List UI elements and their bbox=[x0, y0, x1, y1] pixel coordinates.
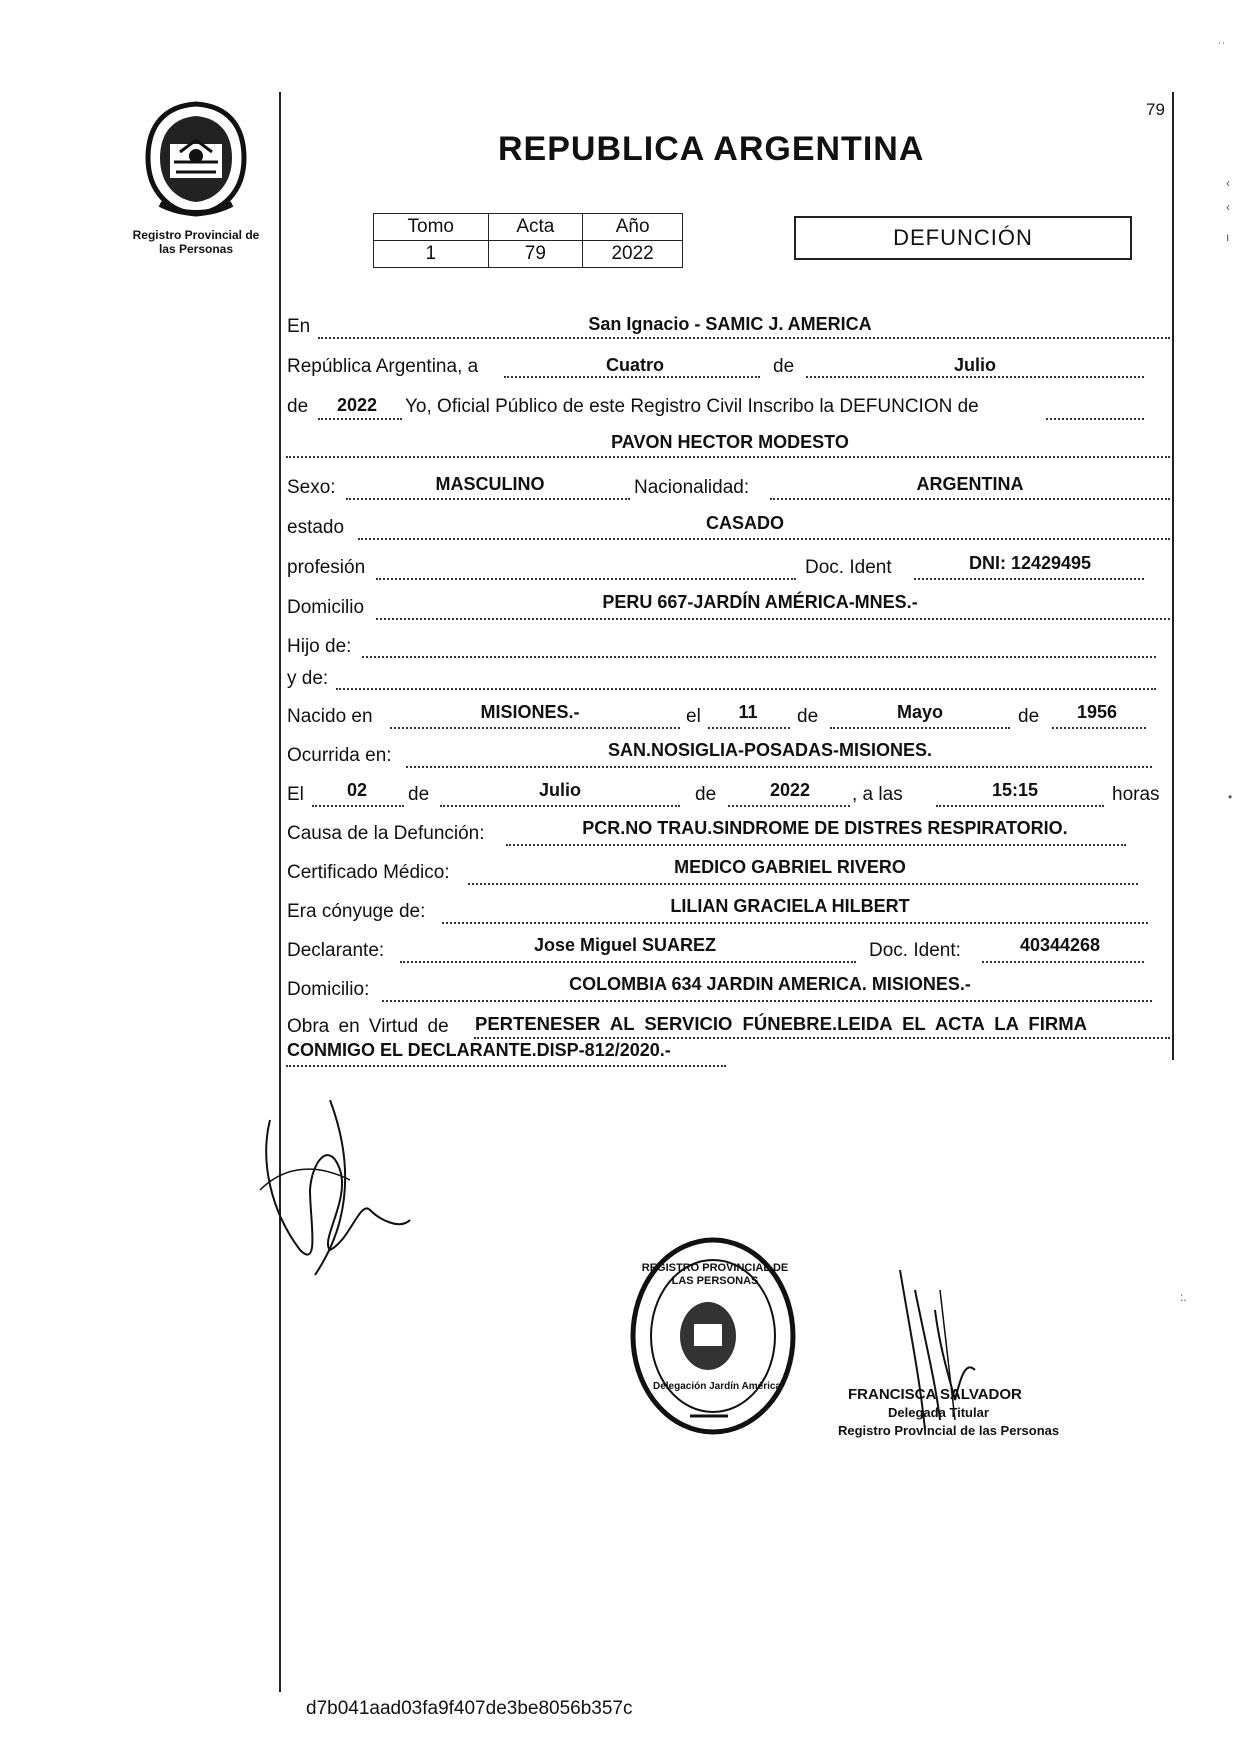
birth-year-value: 1956 bbox=[1076, 702, 1118, 722]
dotted-line bbox=[708, 727, 790, 729]
spouse-value: LILIAN GRACIELA HILBERT bbox=[670, 896, 910, 916]
sex-label: Sexo: bbox=[287, 477, 336, 498]
by-virtue-value-line2: CONMIGO EL DECLARANTE.DISP-812/2020.- bbox=[287, 1040, 671, 1060]
dotted-line bbox=[474, 1037, 1170, 1039]
hours-label: horas bbox=[1112, 784, 1160, 805]
address-value: PERU 667-JARDÍN AMÉRICA-MNES.- bbox=[602, 592, 918, 612]
ref-value-acta: 79 bbox=[488, 241, 583, 268]
at-label: , a las bbox=[852, 784, 903, 805]
dotted-line bbox=[400, 961, 856, 963]
ref-header-acta: Acta bbox=[488, 214, 583, 241]
scan-mark: ‹ bbox=[1226, 200, 1230, 214]
scan-mark: • bbox=[1228, 790, 1233, 804]
reference-table bbox=[373, 213, 683, 268]
de-label: de bbox=[773, 356, 795, 377]
declarant-doc-value: 40344268 bbox=[1019, 935, 1101, 955]
certificate-value: MEDICO GABRIEL RIVERO bbox=[674, 857, 906, 877]
de3-label: de bbox=[797, 706, 819, 727]
el-label: el bbox=[686, 706, 701, 727]
dotted-line bbox=[728, 805, 850, 807]
day-text-value: Cuatro bbox=[606, 355, 664, 375]
marital-status-label: estado bbox=[287, 517, 345, 538]
act-type-box: DEFUNCIÓN bbox=[794, 216, 1132, 260]
place-value: San Ignacio - SAMIC J. AMERICA bbox=[588, 314, 872, 334]
en-label: En bbox=[287, 316, 311, 337]
cause-label: Causa de la Defunción: bbox=[287, 823, 485, 844]
de5-label: de bbox=[408, 784, 430, 805]
sex-value: MASCULINO bbox=[435, 474, 545, 494]
cause-value: PCR.NO TRAU.SINDROME DE DISTRES RESPIRATORIO. bbox=[582, 818, 1068, 838]
address-label: Domicilio bbox=[287, 597, 365, 618]
doc-ident-label: Doc. Ident bbox=[805, 557, 892, 578]
page-number: 79 bbox=[1146, 100, 1165, 119]
dotted-line bbox=[336, 688, 1156, 690]
nationality-value: ARGENTINA bbox=[916, 474, 1024, 494]
dotted-line bbox=[504, 376, 760, 378]
declarant-value: Jose Miguel SUAREZ bbox=[533, 935, 717, 955]
dotted-line bbox=[982, 961, 1144, 963]
dotted-line bbox=[806, 376, 1144, 378]
occurred-in-label: Ocurrida en: bbox=[287, 745, 392, 766]
right-margin-line bbox=[1172, 92, 1174, 1060]
dotted-line bbox=[318, 337, 1170, 339]
scan-mark: ˙˙ bbox=[1218, 40, 1226, 54]
doc-ident2-label: Doc. Ident: bbox=[869, 940, 961, 961]
child-of-label: Hijo de: bbox=[287, 636, 352, 657]
seal-outer-text: REGISTRO PROVINCIAL DE LAS PERSONAS bbox=[641, 1262, 789, 1287]
scan-mark: ‹ bbox=[1226, 176, 1230, 190]
el2-label: El bbox=[287, 784, 304, 805]
seal-inner-text: Delegación Jardín América bbox=[652, 1381, 781, 1392]
reference-table-header-row bbox=[374, 214, 683, 241]
doc-ident-value: DNI: 12429495 bbox=[968, 553, 1092, 573]
signatory-role: Delegada Titular bbox=[888, 1405, 989, 1420]
death-month-value: Julio bbox=[538, 780, 581, 800]
deceased-name-value: PAVON HECTOR MODESTO bbox=[611, 432, 849, 452]
declarant-signature bbox=[250, 1100, 420, 1280]
signatory-block bbox=[838, 1386, 1078, 1440]
officer-statement: Yo, Oficial Público de este Registro Civil Inscribo la DEFUNCION de bbox=[405, 396, 979, 417]
and-of-label: y de: bbox=[287, 668, 329, 689]
marital-status-value: CASADO bbox=[705, 513, 784, 533]
dotted-line bbox=[286, 456, 1170, 458]
dotted-line bbox=[376, 618, 1170, 620]
scan-mark: :. bbox=[1180, 1290, 1187, 1304]
dotted-line bbox=[914, 578, 1144, 580]
de6-label: de bbox=[695, 784, 717, 805]
ref-value-anio: 2022 bbox=[583, 241, 683, 268]
year-value: 2022 bbox=[336, 395, 378, 415]
de2-label: de bbox=[287, 396, 309, 417]
spouse-label: Era cónyuge de: bbox=[287, 901, 426, 922]
dotted-line bbox=[830, 727, 1010, 729]
occurred-in-value: SAN.NOSIGLIA-POSADAS-MISIONES. bbox=[607, 740, 933, 760]
province-crest-logo bbox=[140, 100, 252, 218]
scan-mark: ı bbox=[1226, 230, 1230, 244]
certificate-label: Certificado Médico: bbox=[287, 862, 450, 883]
by-virtue-value-line1: PERTENESER AL SERVICIO FÚNEBRE.LEIDA EL ACTA LA FIRMA bbox=[475, 1013, 1087, 1034]
birth-place-value: MISIONES.- bbox=[480, 702, 580, 722]
born-in-label: Nacido en bbox=[287, 706, 373, 727]
death-year-value: 2022 bbox=[769, 780, 811, 800]
declarant-label: Declarante: bbox=[287, 940, 385, 961]
left-margin-line bbox=[279, 92, 281, 1692]
dotted-line bbox=[1052, 727, 1146, 729]
dotted-line bbox=[362, 656, 1156, 658]
de4-label: de bbox=[1018, 706, 1040, 727]
registry-caption bbox=[116, 228, 276, 256]
by-virtue-label: Obra en Virtud de bbox=[287, 1016, 449, 1037]
dotted-line bbox=[312, 805, 404, 807]
dotted-line bbox=[506, 844, 1126, 846]
ref-header-anio: Año bbox=[583, 214, 683, 241]
death-time-value: 15:15 bbox=[991, 780, 1039, 800]
reference-table-value-row bbox=[374, 241, 683, 268]
dotted-line bbox=[406, 766, 1152, 768]
republica-label: República Argentina, a bbox=[287, 356, 479, 377]
page-title: REPUBLICA ARGENTINA bbox=[498, 130, 925, 168]
dotted-line bbox=[318, 418, 402, 420]
dotted-line bbox=[382, 1000, 1152, 1002]
signatory-org: Registro Provincial de las Personas bbox=[838, 1423, 1060, 1438]
signatory-name: FRANCISCA SALVADOR bbox=[848, 1386, 1022, 1403]
address2-label: Domicilio: bbox=[287, 979, 370, 1000]
dotted-line bbox=[936, 805, 1104, 807]
dotted-line bbox=[286, 1065, 726, 1067]
dotted-line bbox=[770, 498, 1170, 500]
birth-day-value: 11 bbox=[738, 702, 758, 722]
document-hash: d7b041aad03fa9f407de3be8056b357c bbox=[306, 1698, 633, 1719]
dotted-line bbox=[376, 578, 796, 580]
dotted-line bbox=[1046, 418, 1144, 420]
birth-month-value: Mayo bbox=[896, 702, 943, 722]
address2-value: COLOMBIA 634 JARDIN AMERICA. MISIONES.- bbox=[569, 974, 971, 994]
month-value: Julio bbox=[953, 355, 996, 375]
dotted-line bbox=[346, 498, 630, 500]
registry-caption-line2: las Personas bbox=[158, 242, 234, 256]
dotted-line bbox=[442, 922, 1148, 924]
nationality-label: Nacionalidad: bbox=[634, 477, 750, 498]
dotted-line bbox=[358, 538, 1170, 540]
ref-header-tomo: Tomo bbox=[374, 214, 489, 241]
death-day-value: 02 bbox=[346, 780, 368, 800]
dotted-line bbox=[468, 883, 1138, 885]
profession-label: profesión bbox=[287, 557, 366, 578]
dotted-line bbox=[440, 805, 680, 807]
dotted-line bbox=[390, 727, 680, 729]
ref-value-tomo: 1 bbox=[374, 241, 489, 268]
registry-caption-line1: Registro Provincial de bbox=[132, 228, 260, 242]
